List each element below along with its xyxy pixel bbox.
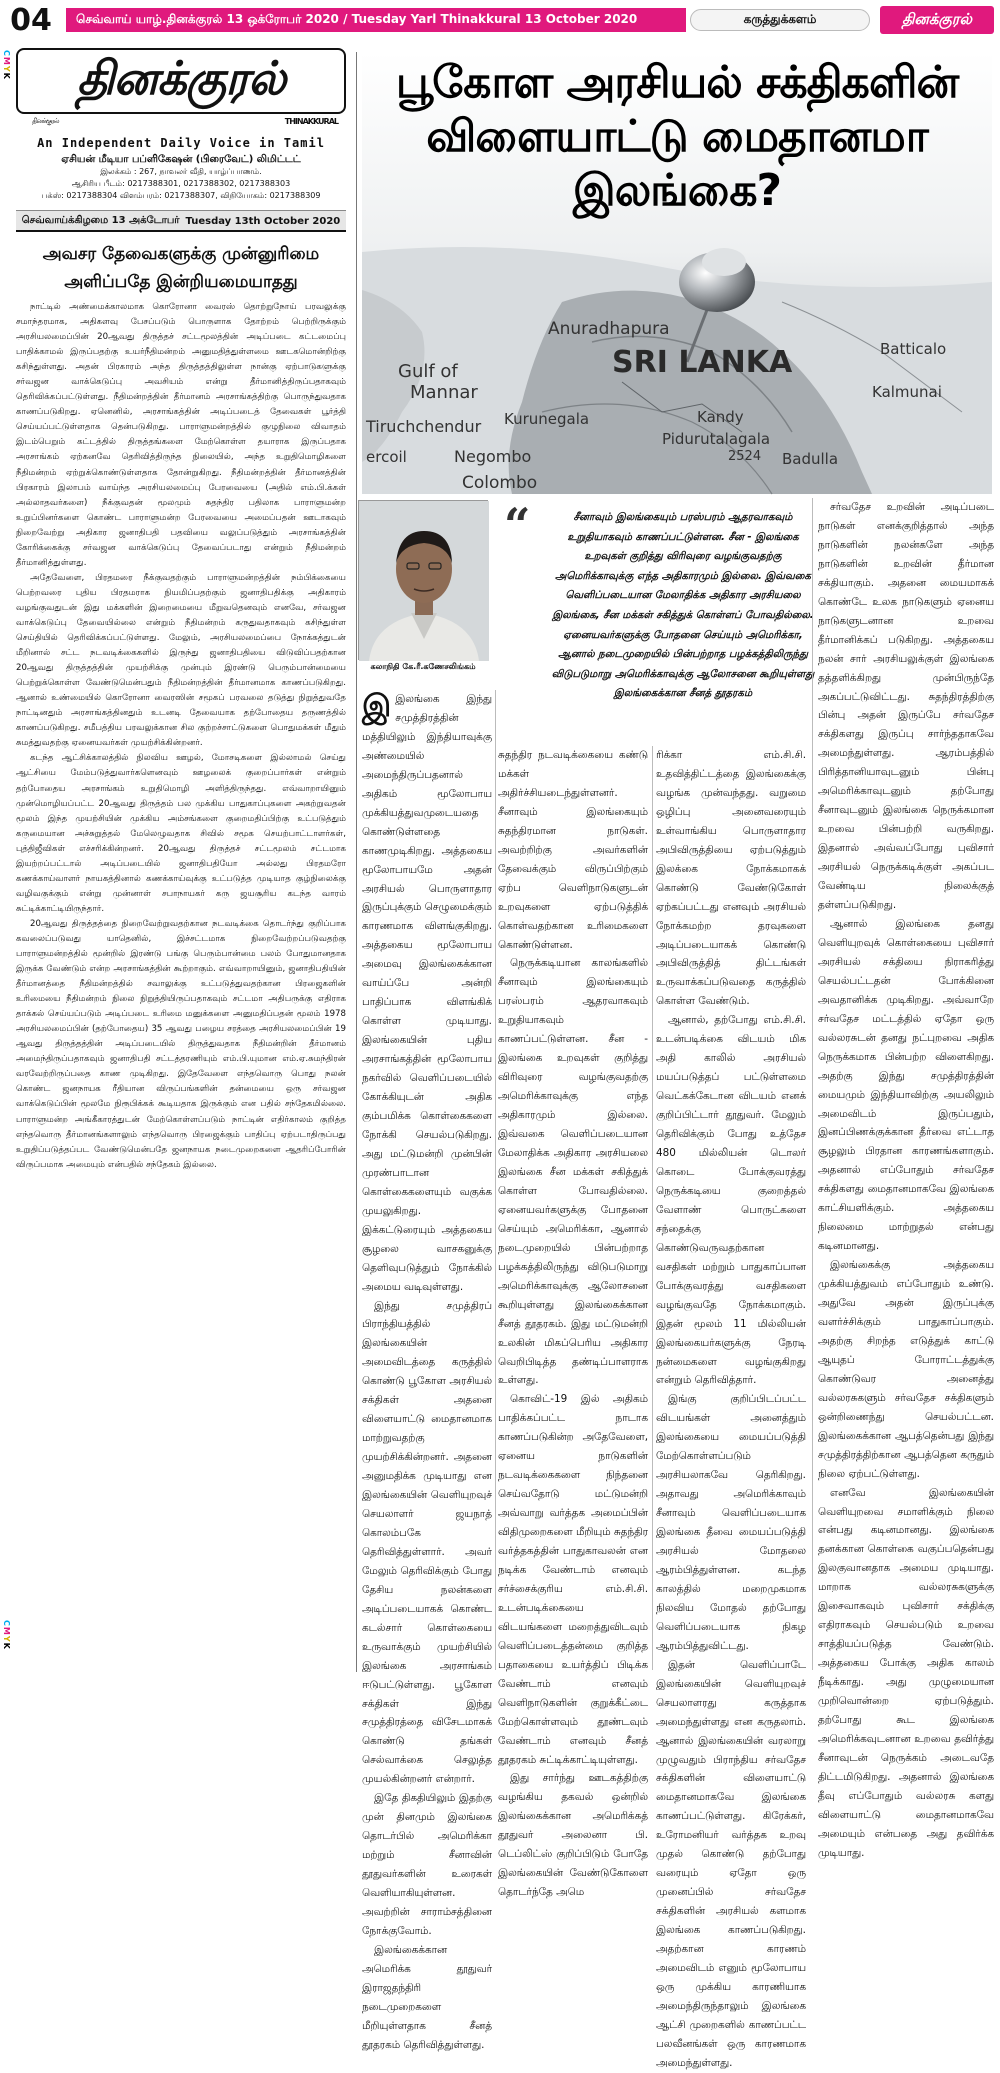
article-paragraph: இந்து சமுத்திரப் பிராந்தியத்தில் இலங்கையின் அமைவிடத்தை கருத்தில் கொண்டு பூகோள அரசியல் சக்திகள் அதனை விளையாட்டு மைதானமாக மாற்றுவதற்கு முயற்சிக்கின்றனர். அதனை அனுமதிக்க முடியாது என இலங்கையின் வெளியுறவுச் செயலாளர் ஜயநாத் கொலம்பகே தெரிவித்துள்ளார். அவர் மேலும் தெரிவிக்கும் போது தேசிய நலன்களை அடிப்படையாகக் கொண்ட கடல்சார் கொள்கையை உருவாக்கும் முயற்சியில் இலங்கை அரசாங்கம் ஈடுபட்டுள்ளது. பூகோள சக்திகள் இந்து சமுத்திரத்தை விசேடமாகக் கொண்டு தங்கள் செல்வாக்கை செலுத்த முயல்கின்றனர் என்றார். [362,1299,492,1786]
pull-quote: சீனாவும் இலங்கையும் பரஸ்பரம் ஆதரவாகவும் உறுதியாகவும் காணப்பட்டுள்ளன. சீன - இலங்கை உறவுகள் குறித்து விரிவுரை வழங்குவதற்கு அமெரிக்காவுக்கு எந்த அதிகாரமும் இல்லை. இவ்வகை வெளிப்படையான மேலாதிக்க அதிகார அரசியலை இலங்கை, சீன மக்கள் சகித்துக் கொள்ளப் போவதில்லை. ஏனையவர்களுக்கு போதனை செய்யும் அமெரிக்கா, ஆனால் நடைமுறையில் பின்பற்றாத பழக்கத்திலிருந்து விடுபடுமாறு அமெரிக்காவுக்கு ஆலோசனை கூறியுள்ளது இலங்கைக்கான சீனத் தூதரகம் [551,512,815,700]
article-column-1 [362,689,492,2051]
section-tag: கருத்துக்களம் [690,9,870,31]
drop-cap: இ [362,689,392,724]
article-column-2 [498,746,648,1899]
editorial-phones: ஆசிரிய பீடம்: 0217388301, 0217388302, 0217388303 [71,179,291,188]
quote-mark-icon: “ [504,498,531,552]
article-paragraph: இஇலங்கை இந்து சமுத்திரத்தின் மத்தியிலும் இந்தியாவுக்கு அண்மையில் அமைந்திருப்பதனால் அதிகம் மூலோபாய முக்கியத்துவமுடையதை கொண்டுள்ளதை காணமுடிகிறது. அத்தகைய மூலோபாயமே அதன் அரசியல் பொருளாதார இருப்புக்கும் செழுமைக்கும் காரணமாக விளங்குகிறது. அத்தகைய மூலோபாய அமைவு இலங்கைக்கான வாய்ப்பே அன்றி பாதிப்பாக விளங்கிக் கொள்ள முடியாது. இலங்கையின் புதிய அரசாங்கத்தின் மூலோபாய நகர்வில் வெளிப்படையில் கோக்கியுடன் அதிக கும்பமிக்க கொள்கைகளை நோக்கி செயல்படுகிறது. அது மட்டுமன்றி முன்பின் முரண்பாடான கொள்கைகளையும் வகுக்க முயலுகிறது. இக்கட்டுரையும் அத்தகைய சூழலை வாசகனுக்கு தெளிவுபடுத்தும் நோக்கில் அமைய வடிவுள்ளது. [362,689,492,1293]
newspaper-logo: தினக்குரல் தினக்குரல் THINAKKURAL [16,48,346,114]
article-paragraph: ரிக்கா எம்.சி.சி. உதவித்திட்டத்தை இலங்கைக்கு வழங்க முன்வந்தது. வறுமை ஒழிப்பு அனைவரையும் உள்வாங்கிய பொருளாதார அபிவிருத்தியை ஏற்படுத்தும் இலக்கை நோக்கமாகக் கொண்டு வேண்டுகோள் ஏற்கப்பட்டது எனவும் அரசியல் நோக்கமற்ற தரவுகளை அடிப்படையாகக் கொண்டு அபிவிருத்தித் திட்டங்கள் உருவாக்கப்படுவதை கருத்தில் கொள்ள வேண்டும். [656,749,806,1008]
map-label: 2524 [728,449,762,464]
editorial-paragraph: 20ஆவது திருத்தத்தை நிறைவேற்றுவதற்கான நடவடிக்கை தொடர்ந்து குறிப்பாக கவலைப்படுவது யாதெனில், இச்சட்டமாக நிறைவேற்றப்படுவதற்கு பாராளுமன்றத்தில் மூன்றில் இரண்டு பங்கு பெரும்பான்மை பலம் போதுமானதாக இருக்க வேண்டும் என்ற அரசாங்கத்தின் கூற்றாகும். எவ்வாறாயினும், ஜனாதிபதியின் தீர்மானத்தை நீதிமன்றத்தில் சவாலுக்கு உட்படுத்துவதற்கான பிரஜைகளின் உரிமையை நீதிமன்றம் நிலை நிறுத்தியிருப்பதாகவும் சட்டமா அதிபருக்கு எதிராக தாக்கல் செய்யப்படும் அடிப்படை உரிமை மனுக்களை அனுமதிப்பதன் மூலம் 1978 அரசியலமைப்பின் (தற்போதைய) 35 ஆவது பழைய சரத்தை அரசியலமைப்பின் 19 ஆவது திருத்தத்தின் அடிப்படையில் திருத்துவதாக நீதிமன்றின் தீர்மானம் அமைந்திருப்பதாகவும் ஜனாதிபதி சட்டத்தரணியும் எம்.பி.யுமான எம்.ஏ.சுமந்திரன் வரவேற்றிருப்பதை காண முடிகிறது. இதேவேளை எந்தவொரு பொது நலன் கொண்ட ஜனநாயக ரீதியான விருப்பங்களின் தன்மையை ஒரு சர்வஜன வாக்கெடுப்பின் மூலமே நிரூபிக்கக் கூடியதாக இருக்கும் என பதில் சந்தேகமில்லை. பாராளுமன்ற அங்கீகாரத்துடன் மேற்கொள்ளப்படும் நாட்டின் எதிர்காலம் குறித்த எந்தவொரு தீர்மானங்களாலும் எந்தவொரு பிரஜைக்கும் பாதிப்பு ஏற்படாதிருப்பது உறுதிப்படுத்தப்பட வேண்டுமென்பதே ஜனநாயக நடைமுறைகளை ஆதரிப்போரின் விருப்பமாக அமையும் என்பதில் சந்தேகம் இல்லை. [16,918,346,1170]
logo-sub-tamil: தினக்குரல் [32,117,59,125]
editorial-body [16,300,346,1670]
map-label: Tiruchchendur [366,417,482,436]
article-paragraph: ஆனால், தற்போது எம்.சி.சி. உடன்படிக்கை விடயம் மிக அதி காலில் அரசியல் மயப்படுத்தப் பட்டுள்ளமை வெட்கக்கேடான விடயம் எனக் குறிப்பிட்டார் தூதுவர். மேலும் தெரிவிக்கும் போது உத்தேச 480 மில்லியன் டொலர் கொடை போக்குவரத்து நெருக்கடியை குறைத்தல் வேளாண் பொருட்களை சந்தைக்கு கொண்டுவருவதற்கான வசதிகள் மற்றும் பாதுகாப்பான போக்குவரத்து வசதிகளை வழங்குவதே நோக்கமாகும். இதன் மூலம் 11 மில்லியன் இலங்கையர்களுக்கு நேரடி நன்மைகளை வழங்குகிறது என்றும் தெரிவித்தார். [656,1014,806,1387]
article-paragraph: கொவிட்-19 இல் அதிகம் பாதிக்கப்பட்ட நாடாக காணப்படுகின்ற அதேவேளை, ஏனைய நாடுகளின் நடவடிக்கைகளை நிந்தனை செய்வதோடு மட்டுமன்றி அவ்வாறு வர்த்தக அமைப்பின் விதிமுறைகளை மீறியும் சுதந்திர வர்த்தகத்தின் பாதுகாவலன் என நடிக்க வேண்டாம் எனவும் சர்ச்சைக்குரிய எம்.சி.சி. உடன்படிக்கையை விடயங்களை மறைத்துவிடவும் வெளிப்படைத்தன்மை குறித்த பதாகையை உயர்த்திப் பிடிக்க வேண்டாம் எனவும் வெளிநாடுகளின் குறுக்கீட்டை மேற்கொள்ளவும் தூண்டவும் வேண்டாம் எனவும் சீனத் தூதரகம் சுட்டிக்காட்டியுள்ளது. [498,1393,648,1766]
article-paragraph: இதன் வெளிப்பாடே இலங்கையின் வெளியுறவுச் செயலாளரது கருத்தாக அமைந்துள்ளது என கருதலாம். ஆனால் இலங்கையின் வரலாறு முழுவதும் பிராந்திய சர்வதேச சக்திகளின் விளையாட்டு மைதானமாகவே இலங்கை காணப்பட்டுள்ளது. கிரேக்கர், உரோமனியர் வர்த்தக உறவு முதல் கொண்டு தற்போது வரையும் ஏதோ ஒரு முனைப்பில் சர்வதேச சக்திகளின் அரசியல் களமாக இலங்கை காணப்படுகிறது. அதற்கான காரணம் அமைவிடம் எனும் மூலோபாய ஒரு முக்கிய காரணியாக அமைந்திருந்தாலும் இலங்கை ஆட்சி முறைகளில் காணப்பட்ட பலவீனங்கள் ஒரு காரணமாக அமைந்துள்ளது. [656,1658,806,2069]
cmyk-registration-top: CMYK [2,50,11,80]
map-label: Kandy [697,408,744,426]
author-caption: கலாநிதி கே.ரீ.கணேசலிங்கம் [370,662,476,671]
article-column-4 [818,498,994,1859]
edition-date: செவ்வாய்க்கிழமை 13 அக்டோபர் Tuesday 13th October 2020 [16,210,346,232]
map-label: Gulf of [398,361,458,382]
article-paragraph: இது சார்ந்து ஊடகத்திற்கு வழங்கிய தகவல் ஒன்றில் இலங்கைக்கான அமெரிக்கத் தூதுவர் அலைனா பி. டெப்லிட்ஸ் குறிப்பிடும் போதே இலங்கையின் வேண்டுகோளை தொடர்ந்தே அமெ [498,1772,648,1899]
map-label: Pidurutalagala [662,430,771,448]
article-paragraph: நெருக்கடியான காலங்களில் சீனாவும் இலங்கையும் பரஸ்பரம் ஆதரவாகவும் உறுதியாகவும் காணப்பட்டுள்ளன. சீன - இலங்கை உறவுகள் குறித்து விரிவுரை வழங்குவதற்கு அமெரிக்காவுக்கு எந்த அதிகாரமும் இல்லை. இவ்வகை வெளிப்படையான மேலாதிக்க அதிகார அரசியலை இலங்கை சீன மக்கள் சகித்துக் கொள்ள போவதில்லை. ஏனையவர்களுக்கு போதனை செய்யும் அமெரிக்கா, ஆனால் நடைமுறையில் பின்பற்றாத பழக்கத்திலிருந்து விடுபடுமாறு அமெரிக்காவுக்கு ஆலோசனை கூறியுள்ளது இலங்கைக்கான சீனத் தூதரகம். இது மட்டுமன்றி உலகின் மிகப்பெரிய அதிகார வெறிபிடித்த தண்டிப்பாளராக உள்ளது. [498,957,648,1387]
article-paragraph: சர்வதேச உறவின் அடிப்படை நாடுகள் எனக்குறித்தால் அந்த நாடுகளின் நலன்களே அந்த நாடுகளின் உறவின் தீர்மான சக்தியாகும். அதனை மையமாகக் கொண்டே உலக நாடுகளும் ஏனைய நாடுகளுடனான உறவை தீர்மானிக்கப் படுகிறது. அத்தகைய நலன் சார் அரசியலுக்குள் இலங்கை தத்தளிக்கிறது முன்பிருந்தே அகப்பட்டுவிட்டது. சுதந்திரத்திற்கு பின்பு அதன் இருப்பே சர்வதேச சக்திகளது இருப்பு சார்ந்ததாகவே அமைந்துள்ளது. ஆரம்பத்தில் பிரித்தானியாவுடனும் பின்பு அமெரிக்காவுடனும் தற்போது சீனாவுடனும் இலங்கை நெருக்கமான உறவை பின்பற்றி வருகிறது. இதனால் அவ்வப்போது புவிசார் அரசியல் நெருக்கடிக்குள் அகப்பட வேண்டிய நிலைக்குத் தள்ளப்படுகிறது. [818,501,994,912]
map-label: Anuradhapura [548,319,670,339]
map-label: Badulla [782,450,839,468]
map-label: Colombo [462,473,538,493]
article-headline: பூகோள அரசியல் சக்திகளின் விளையாட்டு மைதானமா இலங்கை? [395,57,959,216]
map-label: Mannar [410,382,478,403]
publisher-address: இலக்கம் : 267, நாவலர் வீதி, யாழ்ப்பாணம். [100,167,262,176]
author-photo [358,500,488,660]
map-label: Batticalo [880,340,947,358]
editorial-paragraph: கடந்த ஆட்சிக்காலத்தில் நிலவிய ஊழல், மோசடிகளை இல்லாமல் செய்து ஆட்சியை மேம்படுத்துவார்களெனவும் ஊழலைக் குறைப்பார்கள் என்றும் தற்போதைய அரசாங்கம் உறுதிமொழி அளித்திருந்தது. எவ்வாறாயினும் முன்மொழியப்பட்ட 20ஆவது திருத்தம் பல முக்கிய பாதுகாப்புகளை அகற்றுவதன் மூலம் இந்த முயற்சியின் முக்கிய அம்சங்களை குறைமதிப்பிற்கு உட்படுத்தும் கருமையான அச்சுறுத்தல் மேலெழுவதாக சிவில் சமூக செயற்பாட்டாளர்கள், புத்திஜீவிகள் எச்சரிக்கின்றனர். 20ஆவது திருத்தச் சட்டமூலம் சட்டமாக இயற்றப்பட்டால் அடிப்படையில் ஜனாதிபதியோ அல்லது பிரதமரோ கணக்காய்வாளர் நாயகத்தினால் கணக்காய்வுக்கு உட்படுத்த முடியாத குழ்நிலைக்கு வழிவகுக்கும் என்று முன்னாள் சபாநாயகர் கரு ஜயசூரிய கடந்த வாரம் சுட்டிக்காட்டியிருந்தார். [16,753,346,914]
article-paragraph: சுதந்திர நடவடிக்கையை கண்டு மக்கள் அதிர்ச்சியடைந்துள்ளனர். சீனாவும் இலங்கையும் சுதந்திரமான நாடுகள். அவற்றிற்கு அவர்களின் தேவைக்கும் விருப்பிற்கும் ஏற்ப வெளிநாடுகளுடன் உறவுகளை ஏற்படுத்திக் கொள்வதற்கான உரிமைகளை கொண்டுள்ளன. [498,749,648,951]
other-phones: பக்ஸ்: 0217388304 விளம்பரம்: 0217388307, விநியோகம்: 0217388309 [41,191,321,200]
cmyk-registration-bottom: CMYK [2,1620,11,1650]
article-paragraph: ஆனால் இலங்கை தனது வெளியுறவுக் கொள்கையை புவிசார் அரசியல் சக்தியை நிராகரித்து செயல்பட்டதன் போக்கினை அவதானிக்க முடிகிறது. அவ்வாறே சர்வதேச மட்டத்தில் ஏதோ ஒரு வல்லரசுடன் தனது நட்புறவை அதிக நெருக்கமாக பின்பற்ற விளைகிறது. அதற்கு இந்து சமுத்திரத்தின் மையமும் இந்தியாவிற்கு அயலிலும் அமைவிடம் இருப்பதும், இனப்பிணக்குக்கான தீர்வை எட்டாத சூழலும் பிரதான காரணங்களாகும். அதனால் எப்போதும் சர்வதேச சக்திகளது மைதானமாகவே இலங்கை காட்சியளிக்கும். அத்தகைய நிலைமை மாற்றுதல் என்பது கடினமானது. [818,917,994,1253]
map-label: ercoil [366,448,407,466]
header-logo: தினக்குரல் [880,6,994,34]
column-rule [812,498,813,1670]
map-label: Negombo [454,447,532,466]
map-label: Kurunegala [504,410,590,428]
map-label: SRI LANKA [612,345,793,380]
masthead [16,48,346,232]
column-rule [495,690,496,1670]
logo-sub-english: THINAKKURAL [284,117,338,126]
date-strip: செவ்வாய் யாழ்.தினக்குரல் 13 ஒக்ரோபர் 2020 / Tuesday Yarl Thinakkural 13 October 2020 [66,8,686,32]
article-paragraph: இலங்கைக்கான அமெரிக்க தூதுவர் இராஜதந்திரி நடைமுறைகளை மீறியுள்ளதாக சீனத் தூதரகம் தெரிவித்துள்ளது. [362,1943,492,2051]
article-paragraph: இதே திகதியிலும் இதற்கு முன் தினமும் இலங்கை தொடர்பில் அமெரிக்கா மற்றும் சீனாவின் தூதுவர்களின் உரைகள் வெளியாகியுள்ளன. அவற்றின் சாராம்சத்தினை நோக்குவோம். [362,1792,492,1937]
editorial-rule [16,230,346,232]
column-rule [652,746,653,1670]
article-paragraph: இங்கு குறிப்பிடப்பட்ட விடயங்கள் அனைத்தும் இலங்கையை மையப்படுத்தி மேற்கொள்ளப்படும் அரசியலாகவே தெரிகிறது. அதாவது அமெரிக்காவும் சீனாவும் வெளிப்படையாக இலங்கை தீவை மையப்படுத்தி அரசியல் மோதலை ஆரம்பித்துள்ளன. கடந்த காலத்தில் மறைமுகமாக நிலவிய மோதல் தற்போது வெளிப்படையாக நிகழ ஆரம்பித்துவிட்டது. [656,1393,806,1652]
article-paragraph: எனவே இலங்கையின் வெளியுறவை சமாளிக்கும் நிலை என்பது கடினமானது. இலங்கை தனக்கான கொள்கை வகுப்பதென்பது இலகுவானதாக அமைய முடியாது. மாறாக வல்லரசுகளுக்கு இசைவாகவும் புவிசார் சக்திக்கு எதிராகவும் செயல்படும் உறவை சாத்தியப்படுத்த வேண்டும். அத்தகைய போக்கு அதிக காலம் நீடிக்காது. அது முழுமையான முறிவொன்றை ஏற்படுத்தும். தற்போது கூட இலங்கை அமெரிக்கவுடனான உறவை தவிர்த்து சீனாவுடன் நெருக்கம் அடைவதே திட்டமிடுகிறது. அதனால் இலங்கை தீவு எப்போதும் வல்லரசு களது விளையாட்டு மைதானமாகவே அமையும் என்பதை அது தவிர்க்க முடியாது. [818,1486,994,1859]
article-column-3 [656,746,806,2069]
tagline: An Independent Daily Voice in Tamil [37,136,325,150]
column-divider [356,52,357,1672]
editorial-paragraph: அதேவேளை, பிரதமரை நீக்குவதற்கும் பாராளுமன்றத்தின் நம்பிக்கையை பெற்றவரை புதிய பிரதமராக நியமிப்பதற்கும் ஜனாதிபதிக்கு அதிகாரம் வழங்குவதுடன் இது மக்களின் இறைமையை மீறுவதெனவும் எனவே, சர்வஜன வாக்கெடுப்பு தேவையில்லை என்றும் நீதிமன்றம் கருதுவதாகவும் கசிந்துள்ள செய்தியில் தெரிவிக்கப்பட்டுள்ளது. மேலும், அரசியலமைப்பை நோக்கத்துடன் மீறினால் சட்ட நடவடிக்கைகளில் இருந்து ஜனாதிபதியை விடுவிப்பதற்கான 20ஆவது திருத்தத்தின் முயற்சிக்கு முன்பும் இரண்டு பெரும்பான்மையை பெற்றுக்கொள்ள வேண்டுமென்பதும் நீதிமன்றத்தின் தீர்மானமாக காணப்படுகிறது. ஆனால் உண்மையில் கொரோனா வைரஸின் சமூகப் பரவலை தடுத்து நிறுத்துவதே நாட்டினதும் அரசாங்கத்தினதும் உடனடி தேவையாக தற்போதைய தருணத்தில் காணப்படுகிறது. சமீபத்திய பரவலுக்கான சில குற்றச்சாட்டுகளை பொதுமக்கள் மீதும் சுமத்துவதற்கு ஏனையவர்கள் முயற்சிக்கின்றனர். [16,572,346,749]
article-paragraph: இலங்கைக்கு அத்தகைய முக்கியத்துவம் எப்போதும் உண்டு. அதுவே அதன் இருப்புக்கு வளர்ச்சிக்கும் பாதுகாப்பாகும். அதற்கு சிறந்த எடுத்துக் காட்டு ஆயுதப் போராட்டத்துக்கு கொண்டுவர அனைத்து வல்லரசுகளும் சர்வதேச சக்திகளும் ஒன்றிணைந்து செயல்பட்டன. இலங்கைக்கான ஆபத்தென்பது இந்து சமுத்திரத்திற்கான ஆபத்தென கருதும் நிலை ஏற்பட்டுள்ளது. [818,1259,994,1480]
page-number: 04 [10,2,52,38]
publisher-name: ஏசியன் மீடியா பப்ளிகேஷன் (பிரைவேட்) லிமிட்டட் [61,154,301,165]
editorial-title: அவசர தேவைகளுக்கு முன்னுரிமை அளிப்பதே இன்றியமையாதது [42,244,320,292]
editorial-paragraph: நாட்டில் அண்மைக்காலமாக கொரோனா வைரஸ் தொற்றுநோய் பரவலுக்கு சமாந்தரமாக, அதிகளவு பேசப்படும் பொருளாக தோற்றம் பெற்றிருக்கும் அரசியலமைப்பின் 20ஆவது திருத்தச் சட்டமூலத்தின் அடிப்படை கட்டமைப்பு பாதிக்காமல் இருப்பதற்கு உயர்நீதிமன்றம் அனுமதித்துள்ளமை ஊடகமொன்றிற்கு கசிந்துள்ளது. அதன் பிரகாரம் அந்த திருத்தத்திலுள்ள நான்கு ஏற்பாடுகளுக்கு சர்வஜன வாக்கெடுப்பு அவசியம் என்று தீர்மானித்திருப்பதாகவும் தெரிவிக்கப்பட்டுள்ளது. நீதிமன்றத்தின் தீர்மானம் அரசாங்கத்திற்கு பொருந்துவதாக காணப்படுகிறது. ஏனெனில், அரசாங்கத்தின் அடிப்படைத் தேவைகள் பூர்த்தி செய்யப்பட்டுள்ளதாக தென்படுகிறது. பாராளுமன்றத்தில் குழுநிலை விவாதம் இடம்பெறும் கட்டத்தில் திருத்தங்களை மேற்கொள்ள தயாராக இருப்பதாக அரசாங்கம் ஏற்கனவே தெரிவித்திருந்த நிலையில், அந்த உறுதிமொழிகளை நீதிமன்றம் ஏற்றுக்கொண்டுள்ளதாக தோன்றுகிறது. நீதிமன்றத்தின் தீர்மானத்தின் பிரகாரம் இலாபம் வாய்ந்த அரசியலமைப்பு பேரவையை (அதில் எம்.பி.க்கள் அல்லாதவர்களை) நீக்குவதன் மூலமும் சுதந்திர பதிலாக பாராளுமன்ற உறுப்பினர்களை கொண்ட பாராளுமன்ற பேரவையை அமைப்பதன் ஊடாகவும் நிறைவேற்று அதிகார ஜனாதிபதி பதவியை வலுப்படுத்தும் அரசாங்கத்தின் கோரிக்கைக்கு சர்வஜன வாக்கெடுப்பு தேவைப்படாது என்றும் நீதிமன்றம் தீர்மானித்துள்ளது. [16,302,346,568]
map-label: Kalmunai [872,383,942,401]
